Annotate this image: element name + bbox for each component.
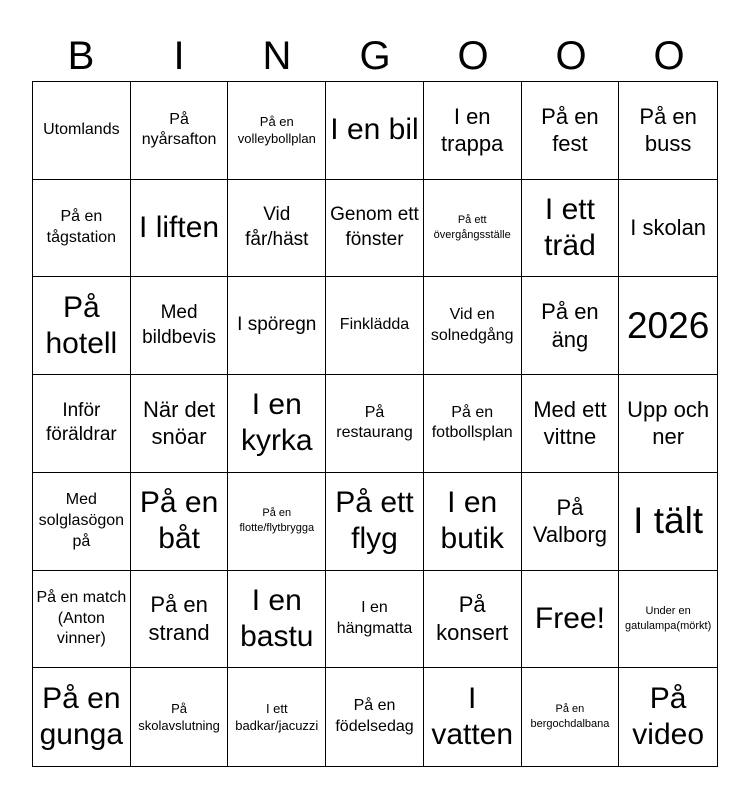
bingo-cell[interactable]: Upp och ner bbox=[619, 375, 717, 473]
bingo-cell[interactable]: På en buss bbox=[619, 82, 717, 180]
bingo-cell[interactable]: På Valborg bbox=[522, 473, 620, 571]
bingo-cell[interactable]: Med ett vittne bbox=[522, 375, 620, 473]
bingo-cell[interactable]: Med bildbevis bbox=[131, 277, 229, 375]
bingo-cell[interactable]: I en hängmatta bbox=[326, 571, 424, 669]
header-letter-g: G bbox=[359, 34, 391, 78]
bingo-cell[interactable]: Med solglasögon på bbox=[33, 473, 131, 571]
bingo-cell[interactable]: På ett flyg bbox=[326, 473, 424, 571]
bingo-cell[interactable]: Genom ett fönster bbox=[326, 180, 424, 278]
bingo-cell[interactable]: På en tågstation bbox=[33, 180, 131, 278]
bingo-cell[interactable]: På en födelsedag bbox=[326, 668, 424, 766]
bingo-cell[interactable]: Vid får/häst bbox=[228, 180, 326, 278]
bingo-cell[interactable]: På video bbox=[632, 682, 704, 752]
bingo-cell[interactable]: I en kyrka bbox=[228, 375, 326, 473]
bingo-cell[interactable]: På hotell bbox=[33, 277, 131, 375]
bingo-cell[interactable]: När det snöar bbox=[131, 375, 229, 473]
bingo-cell[interactable]: På en båt bbox=[131, 473, 229, 571]
bingo-cell[interactable]: Finklädda bbox=[326, 277, 424, 375]
bingo-cell[interactable]: På en flotte/flytbrygga bbox=[228, 473, 326, 571]
bingo-cell[interactable]: På en strand bbox=[131, 571, 229, 669]
header-letter-o-1: O bbox=[457, 34, 489, 78]
bingo-header bbox=[32, 30, 718, 82]
bingo-cell[interactable]: På ett övergångsställe bbox=[424, 180, 522, 278]
bingo-cell[interactable]: På en fotbollsplan bbox=[424, 375, 522, 473]
bingo-cell[interactable]: I en bil bbox=[326, 82, 424, 180]
bingo-cell[interactable]: På en gunga bbox=[33, 668, 131, 766]
bingo-cell[interactable]: I ett träd bbox=[522, 180, 620, 278]
bingo-cell[interactable]: 2026 bbox=[619, 277, 717, 375]
bingo-cell[interactable]: I liften bbox=[131, 180, 229, 278]
bingo-cell[interactable]: Under en gatulampa(mörkt) bbox=[619, 571, 717, 669]
bingo-cell[interactable]: På skolavslutning bbox=[131, 668, 229, 766]
bingo-cell[interactable]: På en match (Anton vinner) bbox=[33, 571, 131, 669]
bingo-cell[interactable]: I vatten bbox=[424, 668, 522, 766]
bingo-cell[interactable]: På en bergochdalbana bbox=[522, 668, 620, 766]
bingo-cell[interactable]: På en fest bbox=[522, 82, 620, 180]
bingo-cell[interactable]: Utomlands bbox=[33, 82, 131, 180]
bingo-cell[interactable]: På nyårsafton bbox=[131, 82, 229, 180]
bingo-cell[interactable]: På en äng bbox=[522, 277, 620, 375]
header-letter-b: B bbox=[67, 34, 95, 78]
bingo-board bbox=[32, 81, 718, 767]
free-space[interactable]: Free! bbox=[522, 571, 620, 669]
bingo-cell[interactable]: I en trappa bbox=[424, 82, 522, 180]
bingo-cell[interactable]: Vid en solnedgång bbox=[424, 277, 522, 375]
header-letter-n: N bbox=[262, 34, 292, 78]
bingo-cell[interactable]: I ett badkar/jacuzzi bbox=[228, 668, 326, 766]
bingo-cell[interactable]: På konsert bbox=[424, 571, 522, 669]
header-letter-o-3: O bbox=[653, 34, 685, 78]
bingo-cell[interactable]: I en butik bbox=[424, 473, 522, 571]
bingo-cell[interactable]: I skolan bbox=[619, 180, 717, 278]
header-letter-i: I bbox=[173, 34, 185, 78]
bingo-cell[interactable]: I tält bbox=[619, 473, 717, 571]
bingo-cell[interactable]: Inför föräldrar bbox=[33, 375, 131, 473]
bingo-cell[interactable]: På restaurang bbox=[326, 375, 424, 473]
bingo-cell[interactable]: På en volleybollplan bbox=[228, 82, 326, 180]
header-letter-o-2: O bbox=[555, 34, 587, 78]
bingo-cell[interactable]: I spöregn bbox=[228, 277, 326, 375]
bingo-cell[interactable]: I en bastu bbox=[228, 571, 326, 669]
